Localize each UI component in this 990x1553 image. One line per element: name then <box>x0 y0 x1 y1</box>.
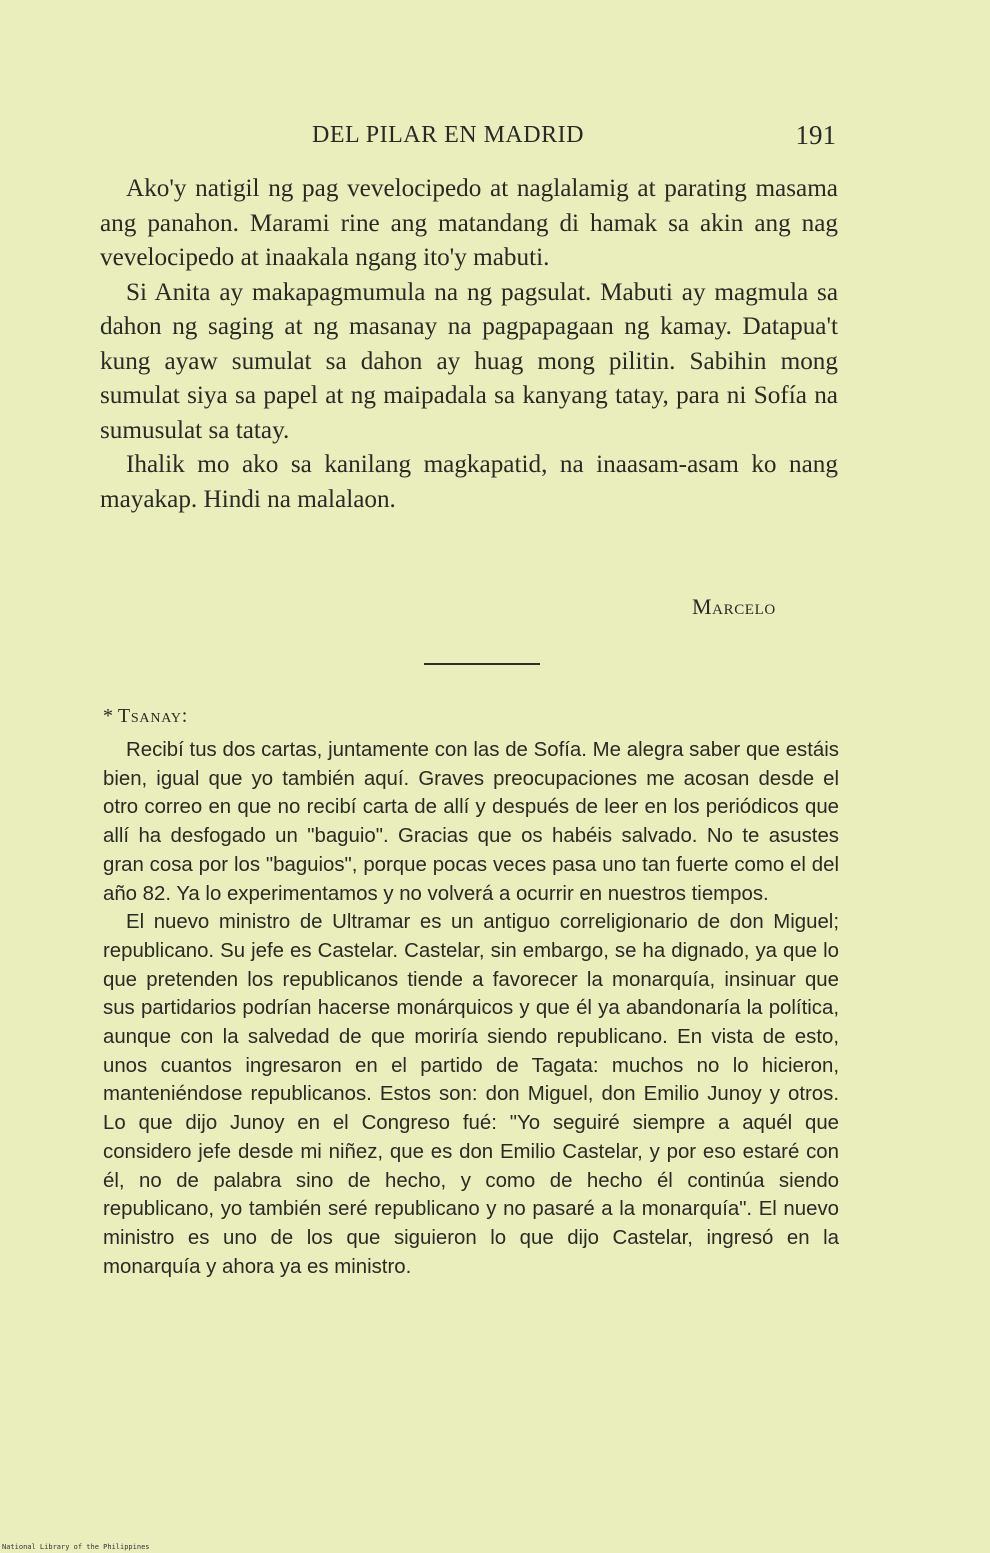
letter-body <box>100 172 838 517</box>
letter-paragraph: Ihalik mo ako sa kanilang magkapatid, na inaasam-asam ko nang mayakap. Hindi na malalaon. <box>100 451 838 513</box>
library-credit: National Library of the Philippines <box>2 1543 150 1551</box>
letter-paragraph: Ako'y natigil ng pag vevelocipedo at naglalamig at parating masama ang panahon. Marami rine ang matandang di hamak sa akin ang nag vevelocipedo at inaakala ngang ito'y mabuti. <box>100 175 838 271</box>
running-head <box>100 120 836 154</box>
section-divider <box>424 663 540 665</box>
footnote-heading <box>103 705 188 728</box>
footnote-paragraph: El nuevo ministro de Ultramar es un antiguo correligionario de don Miguel; republicano. Su jefe es Castelar. Castelar, sin embargo, se ha dignado, ya que lo que pretenden los republicanos tiende a favorecer la monarquía, insinuar que sus partidarios podrían hacerse monárquicos y que él ya abandonaría la política, aunque con la salvedad de que moriría siendo republicano. En vista de esto, unos cuantos ingresaron en el partido de Tagata: muchos no lo hicieron, manteniéndose republicanos. Estos son: don Miguel, don Emilio Junoy y otros. Lo que dijo Junoy en el Congreso fué: "Yo seguiré siempre a aquél que considero jefe desde mi niñez, que es don Emilio Castelar, y por eso estaré con él, no de palabra sino de hecho, y como de hecho él continúa siendo republicano, yo también seré republicano y no pasaré a la monarquía". El nuevo ministro es uno de los que siguieron lo que dijo Castelar, ingresó en la monarquía y ahora ya es ministro. <box>103 911 839 1278</box>
footnote-body <box>103 736 839 1281</box>
letter-signature: Marcelo <box>692 594 776 619</box>
running-title: DEL PILAR EN MADRID <box>312 122 584 148</box>
footnote-marker: * <box>103 705 114 727</box>
footnote-paragraph: Recibí tus dos cartas, juntamente con las de Sofía. Me alegra saber que estáis bien, igual que yo también aquí. Graves preocupaciones me acosan desde el otro correo en que no recibí carta de allí y después de leer en los periódicos que allí ha desfogado un "baguio". Gracias que os habéis salvado. No te asustes gran cosa por los "baguios", porque pocas veces pasa uno tan fuerte como el del año 82. Ya lo experimentamos y no volverá a ocurrir en nuestros tiempos. <box>103 739 839 905</box>
letter-paragraph: Si Anita ay makapagmumula na ng pagsulat. Mabuti ay magmula sa dahon ng saging at ng masanay na pagpapagaan ng kamay. Datapua't kung ayaw sumulat sa dahon ay huag mong pilitin. Sabihin mong sumulat siya sa papel at ng maipadala sa kanyang tatay, para ni Sofía na sumusulat sa tatay. <box>100 278 838 444</box>
footnote-heading-text: Tsanay: <box>117 705 189 727</box>
page-number: 191 <box>795 120 836 150</box>
